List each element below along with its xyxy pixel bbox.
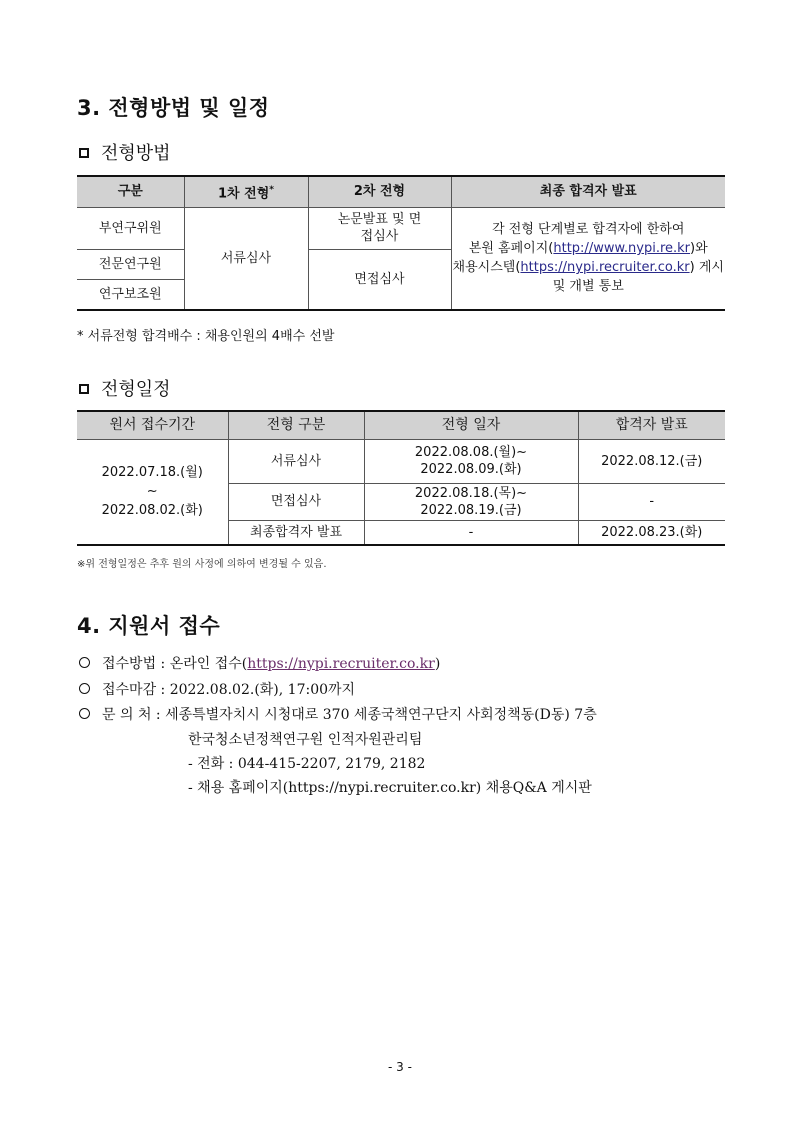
row-category: 전문연구원 [77, 249, 184, 279]
schedule-table-header [77, 411, 725, 439]
deadline-label: 접수마감 : 2022.08.02.(화), 17:00까지 [102, 682, 356, 698]
method-footnote: * 서류전형 합격배수 : 채용인원의 4배수 선발 [77, 329, 335, 344]
final-line-4: 및 개별 통보 [552, 279, 624, 295]
final-line-3-post: ) 게시 [689, 260, 724, 276]
header-second-round: 2차 전형 [308, 176, 451, 207]
announce-cell: 2022.08.23.(화) [578, 520, 725, 545]
final-line-2 [452, 239, 726, 258]
homepage-link[interactable]: http://www.nypi.re.kr [553, 241, 691, 257]
contact-label: 문 의 처 : 세종특별자치시 시청대로 370 세종국책연구단지 사회정책동(D동) 7층 [102, 707, 597, 723]
header-announce: 합격자 발표 [578, 411, 725, 439]
method-table [77, 175, 725, 311]
final-line-2-post: )와 [690, 241, 708, 257]
table-row [77, 439, 725, 483]
announce-cell: 2022.08.12.(금) [578, 439, 725, 483]
stage-cell: 최종합격자 발표 [228, 520, 364, 545]
second-round-cell: 면접심사 [308, 249, 451, 310]
application-period-cell [77, 439, 228, 545]
final-line-3 [452, 258, 726, 277]
circle-bullet-icon [79, 708, 90, 719]
list-item [79, 704, 597, 724]
period-sep: ~ [146, 484, 158, 500]
contact-phone: - 전화 : 044-415-2207, 2179, 2182 [188, 756, 426, 772]
circle-bullet-icon [79, 657, 90, 668]
section-4-title: 4. 지원서 접수 [77, 614, 221, 638]
method-tail: ) [434, 656, 441, 672]
first-round-mark: * [269, 184, 274, 195]
date-from: 2022.08.08.(월)~ [414, 445, 528, 460]
date-from: 2022.08.18.(목)~ [414, 485, 528, 501]
schedule-heading-text: 전형일정 [101, 379, 171, 400]
section-3-title: 3. 전형방법 및 일정 [77, 96, 270, 120]
period-end: 2022.08.02.(화) [101, 503, 203, 519]
method-heading-text: 전형방법 [101, 143, 171, 164]
row-category: 연구보조원 [77, 279, 184, 310]
method-table-header [77, 176, 725, 207]
recruit-system-link[interactable]: https://nypi.recruiter.co.kr [520, 260, 690, 276]
circle-bullet-icon [79, 683, 90, 694]
header-final: 최종 합격자 발표 [451, 176, 725, 207]
schedule-heading [79, 375, 171, 401]
date-to: 2022.08.19.(금) [420, 502, 522, 518]
row-category: 부연구위원 [77, 207, 184, 249]
announce-cell: - [578, 483, 725, 520]
list-item [79, 653, 440, 673]
contact-org: 한국청소년정책연구원 인적자원관리팀 [188, 732, 423, 748]
contact-web: - 채용 홈페이지(https://nypi.recruiter.co.kr) 채용Q&A 게시판 [188, 780, 592, 796]
final-line-2-pre: 본원 홈페이지( [468, 241, 554, 257]
stage-cell: 서류심사 [228, 439, 364, 483]
recruit-link[interactable]: https://nypi.recruiter.co.kr [247, 656, 435, 672]
stage-cell: 면접심사 [228, 483, 364, 520]
date-cell [364, 483, 578, 520]
method-heading [79, 139, 171, 165]
second-round-a: 논문발표 및 면접심사 [337, 212, 422, 244]
header-first-round [184, 176, 308, 207]
period-start: 2022.07.18.(월) [101, 465, 203, 481]
date-to: 2022.08.09.(화) [420, 462, 522, 477]
header-stage: 전형 구분 [228, 411, 364, 439]
header-category: 구분 [77, 176, 184, 207]
final-line-1: 각 전형 단계별로 합격자에 한하여 [492, 222, 685, 238]
square-bullet-icon [79, 148, 89, 158]
header-first-round-label: 1차 전형 [218, 185, 270, 201]
page-number: - 3 - [388, 1060, 412, 1074]
square-bullet-icon [79, 384, 89, 394]
list-item [79, 679, 355, 699]
header-application-period: 원서 접수기간 [77, 411, 228, 439]
method-label: 접수방법 : 온라인 접수( [102, 656, 248, 672]
final-announce-cell [451, 207, 725, 310]
date-from: - [468, 524, 474, 540]
first-round-cell: 서류심사 [184, 207, 308, 310]
date-cell [364, 520, 578, 545]
schedule-note: ※위 전형일정은 추후 원의 사정에 의하여 변경될 수 있음. [77, 559, 327, 570]
schedule-table [77, 410, 725, 546]
date-cell [364, 439, 578, 483]
final-line-3-pre: 채용시스템( [452, 260, 521, 276]
second-round-cell [308, 207, 451, 249]
table-row [77, 207, 725, 249]
header-date: 전형 일자 [364, 411, 578, 439]
